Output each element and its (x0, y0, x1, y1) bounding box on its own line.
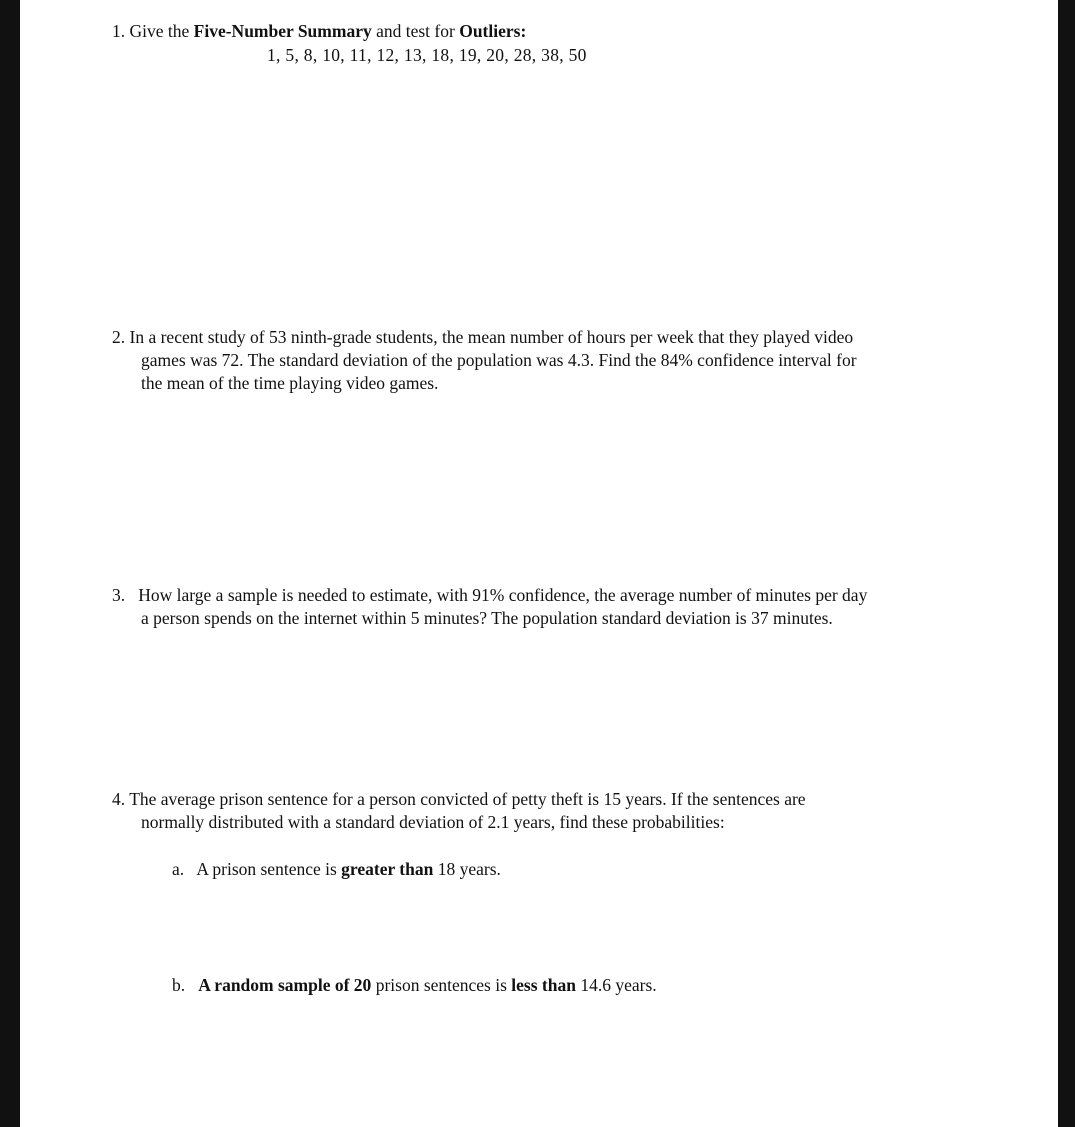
question-3: 3. How large a sample is needed to estimate, with 91% confidence, the average number of minutes per day a person spends on the internet within 5 minutes? The population standard deviation is 37 minutes. (112, 585, 868, 628)
document-page (20, 0, 1058, 1127)
question-4b: b. A random sample of 20 prison sentences is less than 14.6 years. (172, 975, 657, 995)
question-1 (112, 20, 526, 43)
question-text: Give the Five-Number Summary and test for Outliers: (129, 21, 527, 41)
question-2: 2. In a recent study of 53 ninth-grade students, the mean number of hours per week that they played video games was 72. The standard deviation of the population was 4.3. Find the 84% confidence interval for the mean of the time playing video games. (112, 327, 857, 393)
data-set: 1, 5, 8, 10, 11, 12, 13, 18, 19, 20, 28, 38, 50 (267, 45, 587, 65)
question-4: 4. The average prison sentence for a person convicted of petty theft is 15 years. If the sentences are normally distributed with a standard deviation of 2.1 years, find these probabilities: (112, 789, 806, 832)
question-number: 1. (112, 21, 126, 41)
question-4a: a. A prison sentence is greater than 18 years. (172, 859, 501, 879)
